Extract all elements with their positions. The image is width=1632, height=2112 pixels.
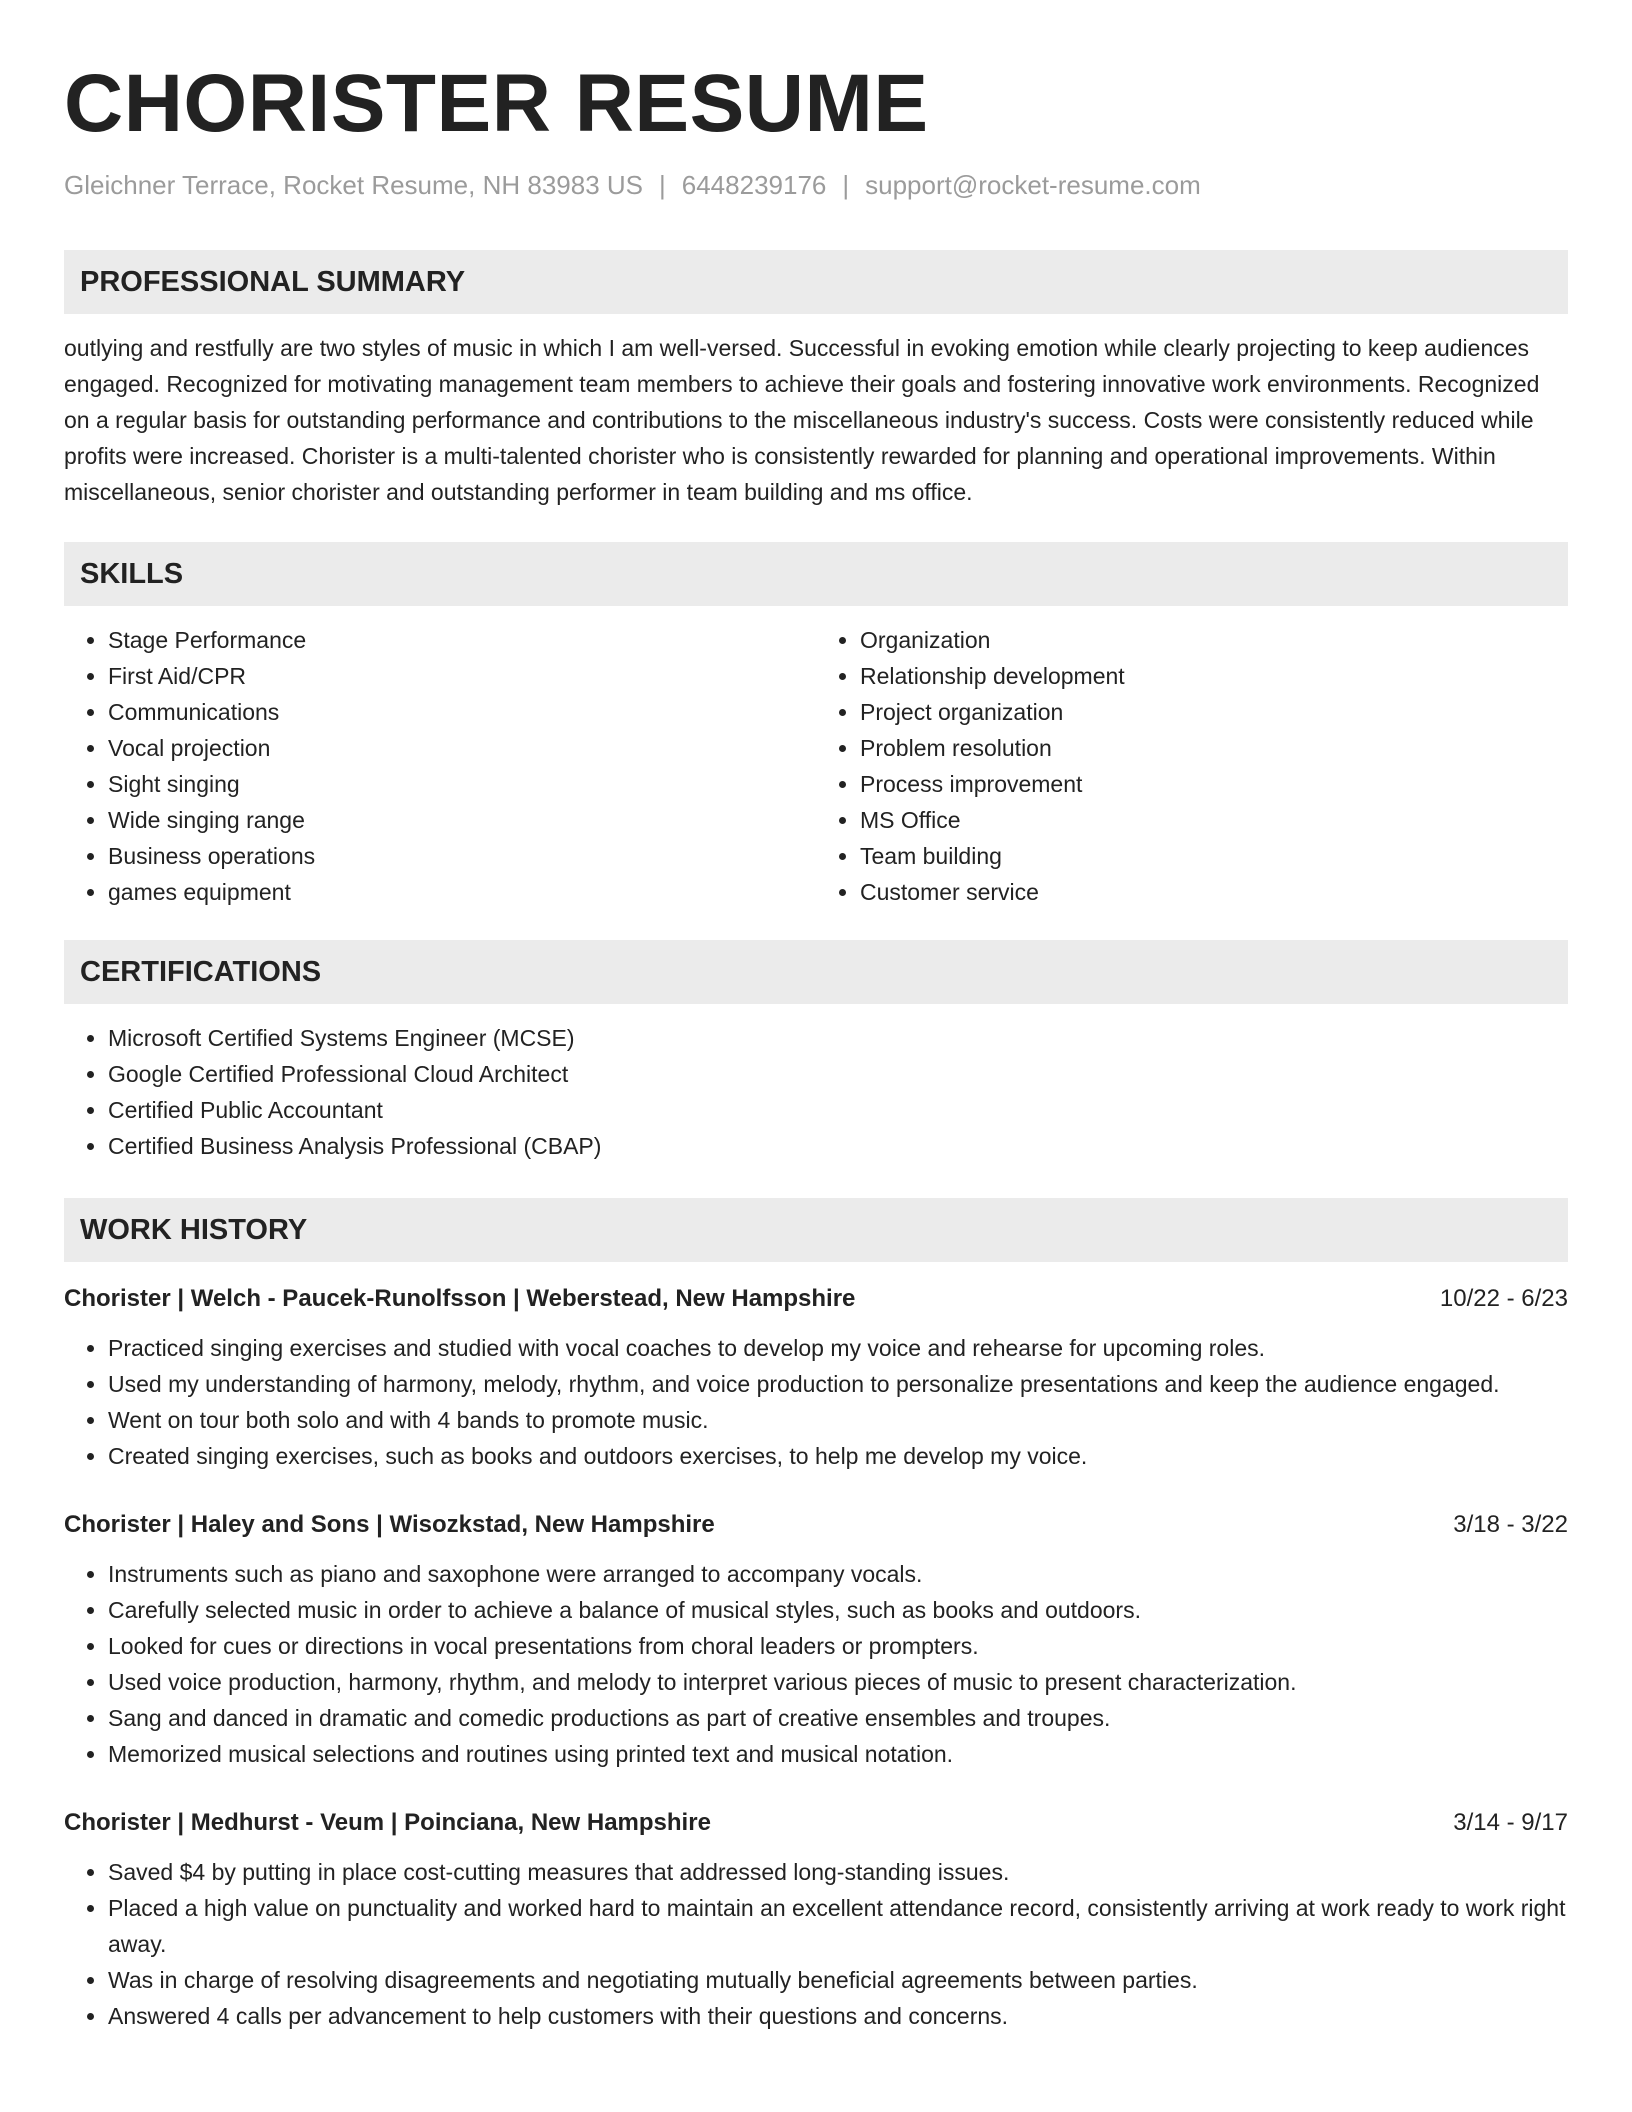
job-title: Chorister | Welch - Paucek-Runolfsson | Weberstead, New Hampshire [64, 1285, 856, 1312]
job-bullet: • Memorized musical selections and routines using printed text and musical notation. [108, 1736, 1568, 1772]
job-bullet: • Used my understanding of harmony, melody, rhythm, and voice production to personalize presentations and keep the audience engaged. [108, 1366, 1568, 1402]
skill-item: • Customer service [860, 874, 1568, 910]
job-entry [64, 1806, 1568, 2034]
job-bullet: • Practiced singing exercises and studied with vocal coaches to develop my voice and rehearse for upcoming roles. [108, 1330, 1568, 1366]
resume-content [64, 56, 1568, 2034]
summary-text: outlying and restfully are two styles of music in which I am well-versed. Successful in evoking emotion while clearly projecting to keep audiences engaged. Recognized for motivating management team members to achieve their goals and fostering innovative work environments. Recognized on a regular basis for outstanding performance and contributions to the miscellaneous industry's success. Costs were consistently reduced while profits were increased. Chorister is a multi-talented chorister who is consistently rewarded for planning and operational improvements. Within miscellaneous, senior chorister and outstanding performer in team building and ms office. [64, 335, 1540, 505]
skill-item: • MS Office [860, 802, 1568, 838]
skill-item: • Stage Performance [108, 622, 816, 658]
section-header-skills: SKILLS [64, 542, 1568, 606]
certification-item: • Certified Business Analysis Professional (CBAP) [108, 1128, 1568, 1164]
job-bullet: • Placed a high value on punctuality and worked hard to maintain an excellent attendance record, consistently arriving at work ready to work right away. [108, 1890, 1568, 1962]
job-entry [64, 1508, 1568, 1772]
certifications-list [64, 1020, 1568, 1164]
job-entry [64, 1282, 1568, 1474]
skill-item: • Team building [860, 838, 1568, 874]
skill-item: • Problem resolution [860, 730, 1568, 766]
skills-list [64, 622, 1568, 910]
section-header-work-history: WORK HISTORY [64, 1198, 1568, 1262]
job-bullet: • Sang and danced in dramatic and comedic productions as part of creative ensembles and troupes. [108, 1700, 1568, 1736]
skill-item: • Wide singing range [108, 802, 816, 838]
certification-item: • Google Certified Professional Cloud Architect [108, 1056, 1568, 1092]
job-bullet: • Created singing exercises, such as books and outdoors exercises, to help me develop my voice. [108, 1438, 1568, 1474]
contact-address: Gleichner Terrace, Rocket Resume, NH 83983 US [64, 170, 643, 200]
job-bullets [64, 1556, 1568, 1772]
skill-item: • Vocal projection [108, 730, 816, 766]
skills-column-right [816, 622, 1568, 910]
job-bullet: • Instruments such as piano and saxophone were arranged to accompany vocals. [108, 1556, 1568, 1592]
certification-item: • Certified Public Accountant [108, 1092, 1568, 1128]
job-bullet: • Saved $4 by putting in place cost-cutting measures that addressed long-standing issues. [108, 1854, 1568, 1890]
skill-item: • Business operations [108, 838, 816, 874]
job-dates: 3/18 - 3/22 [1453, 1511, 1568, 1538]
job-bullet: • Was in charge of resolving disagreements and negotiating mutually beneficial agreements between parties. [108, 1962, 1568, 1998]
skill-item: • Organization [860, 622, 1568, 658]
job-dates: 3/14 - 9/17 [1453, 1809, 1568, 1836]
section-header-summary: PROFESSIONAL SUMMARY [64, 250, 1568, 314]
job-bullet: • Carefully selected music in order to achieve a balance of musical styles, such as books and outdoors. [108, 1592, 1568, 1628]
section-header-certifications: CERTIFICATIONS [64, 940, 1568, 1004]
job-bullets [64, 1330, 1568, 1474]
skill-item: • games equipment [108, 874, 816, 910]
skills-column-left [64, 622, 816, 910]
resume-title: CHORISTER RESUME [64, 58, 929, 149]
skill-item: • First Aid/CPR [108, 658, 816, 694]
skill-item: • Project organization [860, 694, 1568, 730]
skill-item: • Process improvement [860, 766, 1568, 802]
contact-email: support@rocket-resume.com [865, 170, 1201, 200]
job-title: Chorister | Medhurst - Veum | Poinciana, New Hampshire [64, 1809, 711, 1836]
skill-item: • Communications [108, 694, 816, 730]
skill-item: • Relationship development [860, 658, 1568, 694]
contact-separator: | [842, 170, 850, 200]
job-dates: 10/22 - 6/23 [1439, 1285, 1568, 1312]
job-bullet: • Answered 4 calls per advancement to help customers with their questions and concerns. [108, 1998, 1568, 2034]
contact-separator: | [659, 170, 666, 200]
contact-phone: 6448239176 [681, 170, 827, 200]
certification-item: • Microsoft Certified Systems Engineer (MCSE) [108, 1020, 1568, 1056]
job-header [64, 1282, 1568, 1316]
job-header [64, 1508, 1568, 1542]
skill-item: • Sight singing [108, 766, 816, 802]
job-bullet: • Went on tour both solo and with 4 bands to promote music. [108, 1402, 1568, 1438]
job-bullet: • Used voice production, harmony, rhythm, and melody to interpret various pieces of music to present characterization. [108, 1664, 1568, 1700]
job-header [64, 1806, 1568, 1840]
job-bullets [64, 1854, 1568, 2034]
job-title: Chorister | Haley and Sons | Wisozkstad, New Hampshire [64, 1511, 715, 1538]
job-bullet: • Looked for cues or directions in vocal presentations from choral leaders or prompters. [108, 1628, 1568, 1664]
contact-line [64, 168, 1568, 202]
